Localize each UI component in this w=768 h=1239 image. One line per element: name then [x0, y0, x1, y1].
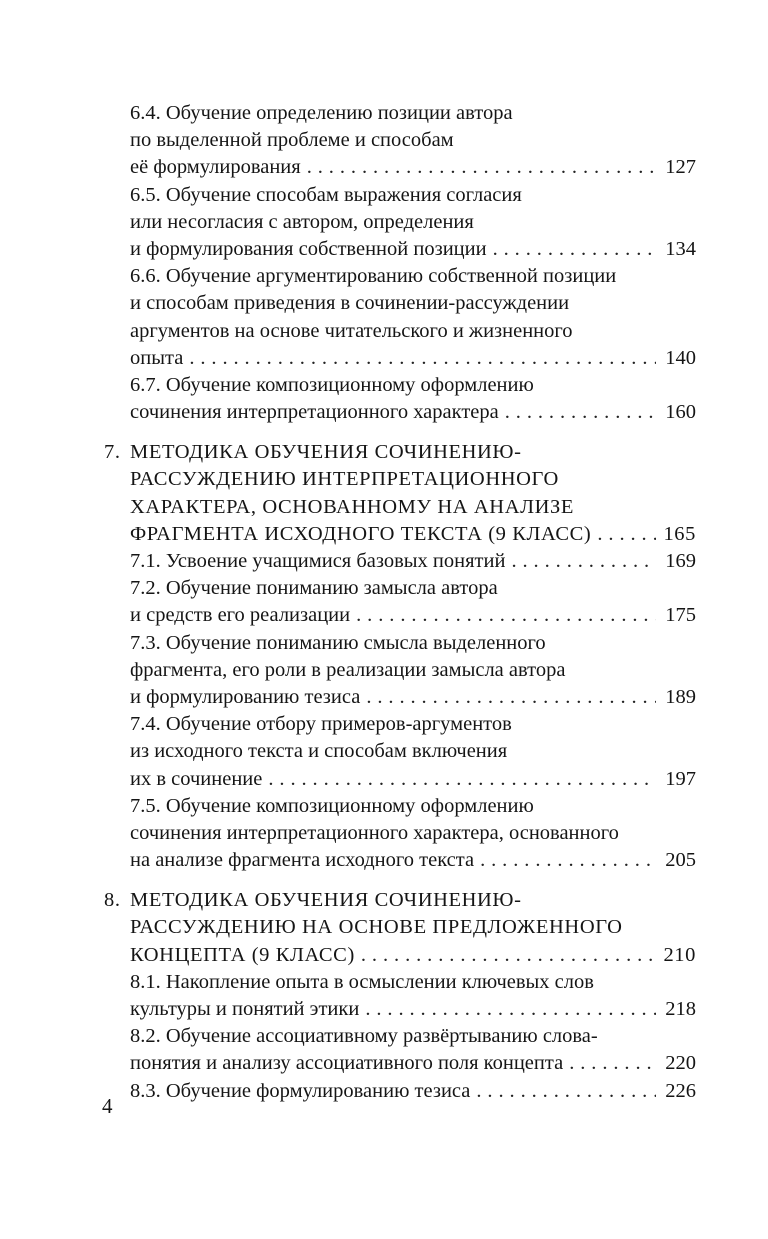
chapter-number: 7.: [104, 441, 121, 464]
dot-leader: [597, 521, 656, 548]
toc-entry-6-5-line-3: и формулирования собственной позиции . . . 134: [104, 236, 696, 263]
page-number: 175: [665, 604, 696, 627]
toc-entry-8-2-line-1: 8.2. Обучение ассоциативному развёртыванию слова-: [130, 1025, 598, 1048]
page-number: 134: [665, 237, 696, 260]
page-number: 218: [665, 998, 696, 1020]
page-number: 169: [665, 550, 696, 572]
toc-entry-6-7-line-2: сочинения интерпретационного характера . . . 160: [104, 399, 696, 426]
dot-leader: [366, 684, 656, 711]
toc-entry-6-7-line-1: 6.7. Обучение композиционному оформлению: [130, 373, 534, 396]
page-number: 189: [665, 685, 696, 708]
page-number: 160: [665, 401, 696, 424]
toc-entry-8-3: 8.3. Обучение формулированию тезиса . . . 226: [104, 1078, 696, 1105]
page-folio-number: 4: [102, 1094, 113, 1118]
dot-leader: [480, 847, 656, 874]
page-number: 210: [663, 943, 696, 966]
toc-entry-6-5-line-2: или несогласия с автором, определения: [130, 210, 474, 233]
toc-chapter-7-line-4: ФРАГМЕНТА ИСХОДНОГО ТЕКСТА (9 КЛАСС) . . . 165: [104, 521, 696, 548]
toc-entry-6-6-line-3: аргументов на основе читательского и жизненного: [130, 319, 573, 342]
toc-entry-7-5-line-1: 7.5. Обучение композиционному оформлению: [130, 794, 534, 817]
toc-entry-6-4-line-1: 6.4. Обучение определению позиции автора: [130, 102, 513, 124]
chapter-number: 8.: [104, 889, 121, 912]
toc-chapter-7-line-2: РАССУЖДЕНИЮ ИНТЕРПРЕТАЦИОННОГО: [130, 468, 559, 491]
toc-entry-6-6-line-1: 6.6. Обучение аргументированию собственной позиции: [130, 265, 617, 288]
page-number: 127: [665, 156, 696, 179]
toc-chapter-8-line-2: РАССУЖДЕНИЮ НА ОСНОВЕ ПРЕДЛОЖЕННОГО: [130, 916, 623, 939]
dot-leader: [493, 236, 656, 263]
toc-entry-6-4-line-3: её формулирования . . . 127: [104, 154, 696, 181]
dot-leader: [268, 766, 656, 793]
page-number: 226: [665, 1079, 696, 1102]
toc-entry-6-5-line-1: 6.5. Обучение способам выражения согласия: [130, 183, 522, 206]
page-number: 197: [665, 767, 696, 790]
toc-chapter-8-line-3: КОНЦЕПТА (9 КЛАСС) . . . 210: [104, 942, 696, 969]
toc-entry-8-2-line-2: понятия и анализу ассоциативного поля концепта . . . 220: [104, 1050, 696, 1077]
dot-leader: [476, 1078, 656, 1105]
toc-entry-8-1-line-1: 8.1. Накопление опыта в осмыслении ключевых слов: [130, 970, 594, 993]
toc-entry-7-5-line-2: сочинения интерпретационного характера, основанного: [130, 821, 619, 844]
dot-leader: [511, 548, 656, 575]
toc-chapter-8-line-1: 8. МЕТОДИКА ОБУЧЕНИЯ СОЧИНЕНИЮ-: [104, 887, 696, 914]
dot-leader: [505, 399, 656, 426]
toc-entry-7-3-line-3: и формулированию тезиса . . . 189: [104, 684, 696, 711]
dot-leader: [569, 1050, 656, 1077]
page-number: 205: [665, 849, 696, 872]
page-number: 140: [665, 346, 696, 369]
toc-entry-7-1: 7.1. Усвоение учащимися базовых понятий . . . 169: [104, 548, 696, 575]
table-of-contents: [104, 100, 696, 1105]
toc-entry-7-2-line-2: и средств его реализации . . . 175: [104, 602, 696, 629]
toc-entry-8-1-line-2: культуры и понятий этики . . . 218: [104, 996, 696, 1023]
toc-entry-6-4-line-2: по выделенной проблеме и способам: [130, 129, 454, 152]
toc-chapter-7-line-3: ХАРАКТЕРА, ОСНОВАННОМУ НА АНАЛИЗЕ: [130, 495, 574, 518]
dot-leader: [307, 154, 656, 181]
toc-entry-6-6-line-2: и способам приведения в сочинении-рассуждении: [130, 292, 570, 315]
toc-entry-7-4-line-3: их в сочинение . . . 197: [104, 766, 696, 793]
toc-entry-7-2-line-1: 7.2. Обучение пониманию замысла автора: [130, 577, 498, 600]
toc-entry-7-4-line-1: 7.4. Обучение отбору примеров-аргументов: [130, 713, 512, 736]
dot-leader: [356, 602, 656, 629]
toc-entry-7-3-line-2: фрагмента, его роли в реализации замысла автора: [130, 658, 566, 681]
toc-chapter-7-line-1: 7. МЕТОДИКА ОБУЧЕНИЯ СОЧИНЕНИЮ-: [104, 439, 696, 466]
dot-leader: [365, 996, 656, 1023]
toc-entry-7-4-line-2: из исходного текста и способам включения: [130, 740, 508, 763]
toc-entry-7-3-line-1: 7.3. Обучение пониманию смысла выделенного: [130, 631, 546, 654]
page-number: 220: [665, 1052, 696, 1075]
toc-entry-6-6-line-4: опыта . . . 140: [104, 345, 696, 372]
dot-leader: [189, 345, 656, 372]
toc-entry-7-5-line-3: на анализе фрагмента исходного текста . . . 205: [104, 847, 696, 874]
dot-leader: [361, 942, 656, 969]
page-number: 165: [663, 522, 696, 545]
